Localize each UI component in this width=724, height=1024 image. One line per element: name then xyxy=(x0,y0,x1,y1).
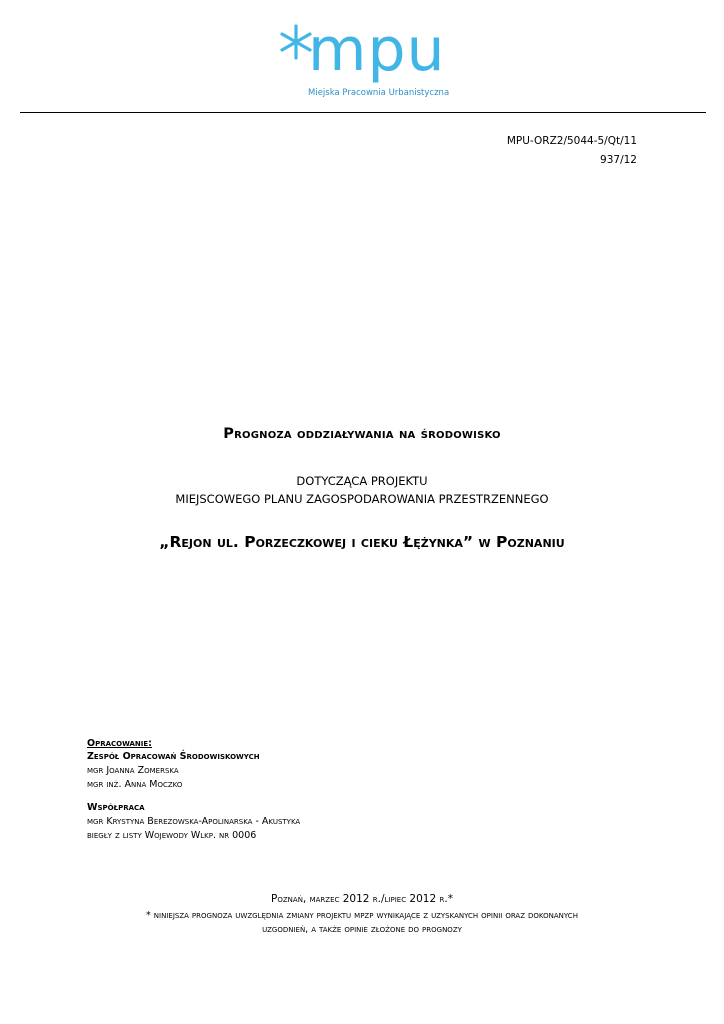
header-divider xyxy=(20,112,706,113)
footnote-line-1: * niniejsza prognoza uwzględnia zmiany projektu mpzp wynikające z uzyskanych opinii oraz dokonanych xyxy=(146,910,578,921)
logo-text: mpu xyxy=(308,15,446,85)
author-2: mgr inż. Anna Moczko xyxy=(87,779,183,790)
reference-number: MPU-ORZ2/5044-5/Qt/11 xyxy=(506,135,637,147)
document-title: Prognoza oddziaływania na środowisko xyxy=(223,426,501,442)
document-subtitle-1: DOTYCZĄCA PROJEKTU xyxy=(296,474,428,488)
cooperation-person: mgr Krystyna Berezowska-Apolinarska - Akustyka xyxy=(87,816,301,827)
document-subtitle-2: MIEJSCOWEGO PLANU ZAGOSPODAROWANIA PRZESTRZENNEGO xyxy=(175,492,549,506)
authors-team: Zespół Opracowań Środowiskowych xyxy=(87,751,260,762)
logo-subtitle: Miejska Pracownia Urbanistyczna xyxy=(308,88,450,98)
cooperation-note: biegły z listy Wojewody Wlkp. nr 0006 xyxy=(87,830,257,841)
mpu-logo xyxy=(240,14,480,110)
author-1: mgr Joanna Zomerska xyxy=(87,765,179,776)
place-date: Poznań, marzec 2012 r./lipiec 2012 r.* xyxy=(271,893,453,905)
plan-name: „Rejon ul. Porzeczkowej i cieku Łężynka” w Poznaniu xyxy=(159,533,565,551)
authors-heading: Opracowanie: xyxy=(87,738,152,749)
cooperation-heading: Współpraca xyxy=(87,802,145,813)
footnote-line-2: uzgodnień, a także opinie złożone do prognozy xyxy=(262,924,462,935)
reference-number-2: 937/12 xyxy=(600,154,637,166)
